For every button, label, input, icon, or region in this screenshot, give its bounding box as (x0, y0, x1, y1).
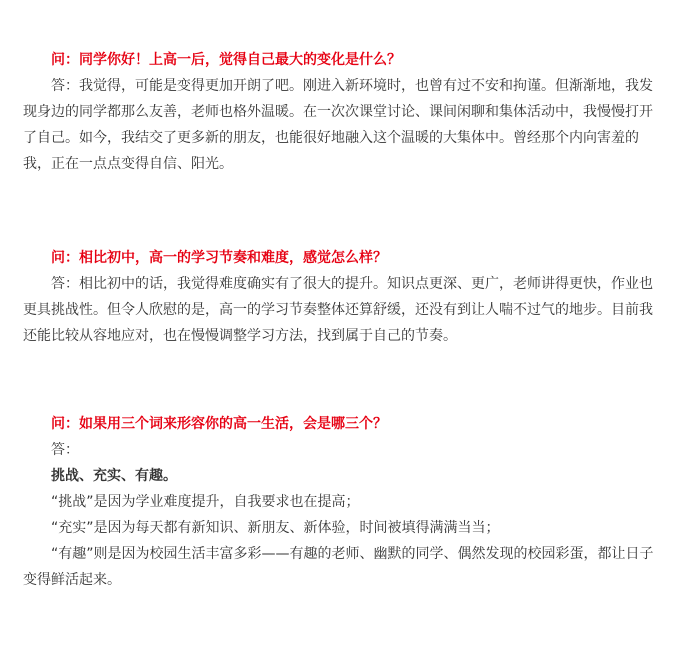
answer-3-keywords: 挑战、充实、有趣。 (51, 468, 177, 484)
answer-2: 答：相比初中的话，我觉得难度确实有了很大的提升。知识点更深、更广，老师讲得更快，作业也更具挑战性。但令人欣慰的是，高一的学习节奏整体还算舒缓，还没有到让人喘不过气的地步。目前我还能比较从容地应对，也在慢慢调整学习方法，找到属于自己的节奏。 (23, 276, 653, 344)
question-2: 问：相比初中，高一的学习节奏和难度，感觉怎么样？ (51, 250, 387, 266)
question-1: 问：同学你好！上高一后，觉得自己最大的变化是什么？ (51, 52, 401, 68)
question-3: 问：如果用三个词来形容你的高一生活，会是哪三个？ (51, 416, 387, 432)
answer-1: 答：我觉得，可能是变得更加开朗了吧。刚进入新环境时，也曾有过不安和拘谨。但渐渐地，我发现身边的同学都那么友善，老师也格外温暖。在一次次课堂讨论、课间闲聊和集体活动中，我慢慢打开了自己。如今，我结交了更多新的朋友，也能很好地融入这个温暖的大集体中。曾经那个内向害羞的我，正在一点点变得自信、阳光。 (23, 78, 653, 172)
answer-3-explanation-3: “有趣”则是因为校园生活丰富多彩——有趣的老师、幽默的同学、偶然发现的校园彩蛋，都让日子变得鲜活起来。 (23, 546, 654, 588)
qa-block-2 (23, 245, 663, 349)
qa-block-3 (23, 411, 663, 593)
qa-block-1 (23, 47, 663, 177)
answer-3-label: 答： (51, 442, 79, 458)
answer-3-explanation-2: “充实”是因为每天都有新知识、新朋友、新体验，时间被填得满满当当； (51, 520, 500, 536)
answer-3-explanation-1: “挑战”是因为学业难度提升，自我要求也在提高； (51, 494, 360, 510)
